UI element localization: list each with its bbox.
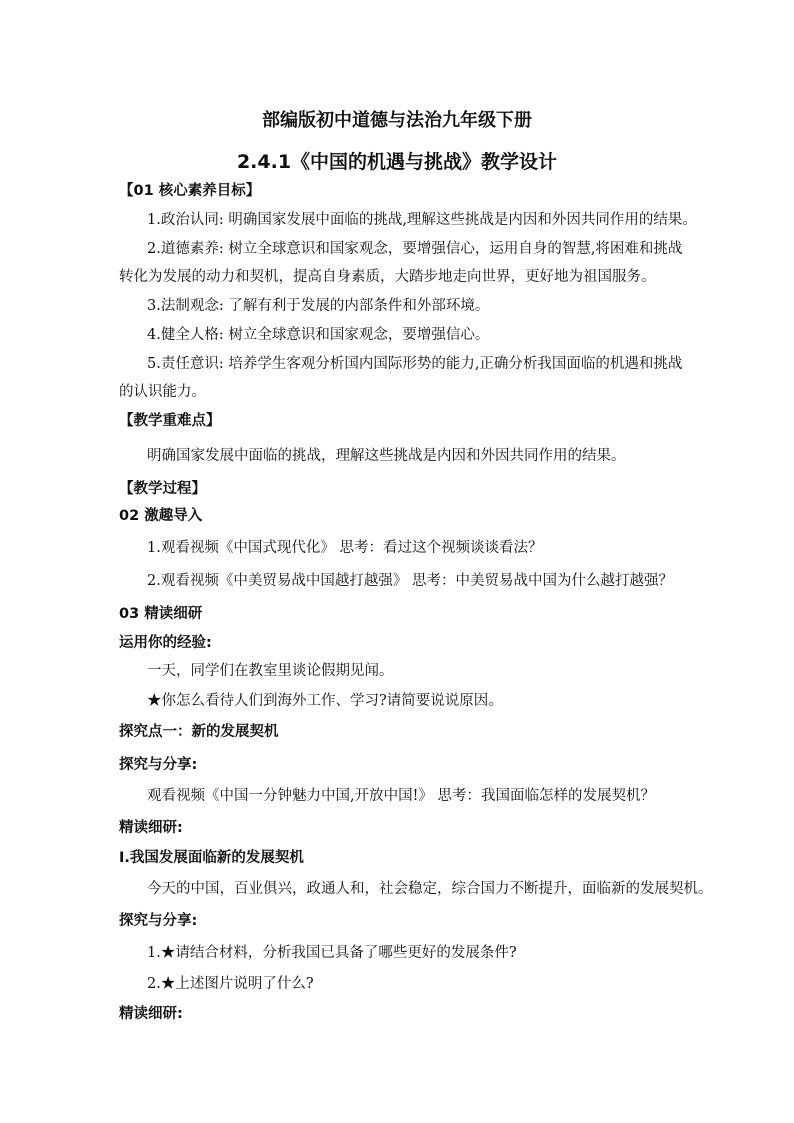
goal-item: 5.责任意识: 培养学生客观分析国内国际形势的能力,正确分析我国面临的机遇和挑战 [147,356,683,372]
explore-share-heading: 探究与分享: [119,757,198,773]
experience-question: ★你怎么看待人们到海外工作、学习?请简要说说原因。 [147,693,503,709]
close-reading-heading: 精读细研: [119,820,183,836]
explore-share-heading-2: 探究与分享: [119,913,198,929]
intro-item: 1.观看视频《中国式现代化》 思考：看过这个视频谈谈看法？ [147,540,543,556]
section-heading-goals: 【01 核心素养目标】 [119,183,261,199]
section-heading-study: 03 精读细研 [119,606,203,622]
explore-item: 1.★请结合材料，分析我国已具备了哪些更好的发展条件? [147,945,517,961]
explore-point-heading: 探究点一：新的发展契机 [119,724,279,740]
explore-share-text: 观看视频《中国一分钟魅力中国,开放中国!》 思考：我国面临怎样的发展契机？ [147,788,656,804]
section-heading-process: 【教学过程】 [119,481,206,497]
goal-item: 3.法制观念: 了解有利于发展的内部条件和外部环境。 [147,298,490,314]
goal-item-continued: 的认识能力。 [119,384,206,400]
section-heading-intro: 02 激趣导入 [119,508,203,524]
key-points-text: 明确国家发展中面临的挑战，理解这些挑战是内因和外因共同作用的结果。 [147,448,626,464]
goal-item: 4.健全人格: 树立全球意识和国家观念，要增强信心。 [147,327,490,343]
explore-item: 2.★上述图片说明了什么? [147,976,314,992]
subpoint-text: 今天的中国，百业俱兴，政通人和，社会稳定，综合国力不断提升，面临新的发展契机。 [147,881,713,897]
close-reading-heading-2: 精读细研: [119,1006,183,1022]
document-subtitle: 2.4.1《中国的机遇与挑战》教学设计 [236,151,558,173]
goal-item: 2.道德素养: 树立全球意识和国家观念，要增强信心，运用自身的智慧,将困难和挑战 [147,241,683,257]
experience-heading: 运用你的经验: [119,635,212,651]
document-title: 部编版初中道德与法治九年级下册 [262,110,532,131]
intro-item: 2.观看视频《中美贸易战中国越打越强》 思考：中美贸易战中国为什么越打越强？ [147,573,673,589]
goal-item: 1.政治认同: 明确国家发展中面临的挑战,理解这些挑战是内因和外因共同作用的结果。 [147,212,697,228]
section-heading-key-points: 【教学重难点】 [119,413,221,429]
goal-item-continued: 转化为发展的动力和契机，提高自身素质，大踏步地走向世界，更好地为祖国服务。 [119,269,656,285]
subpoint-heading: Ⅰ.我国发展面临新的发展契机 [119,850,304,866]
experience-text: 一天，同学们在教室里谈论假期见闻。 [147,663,394,679]
